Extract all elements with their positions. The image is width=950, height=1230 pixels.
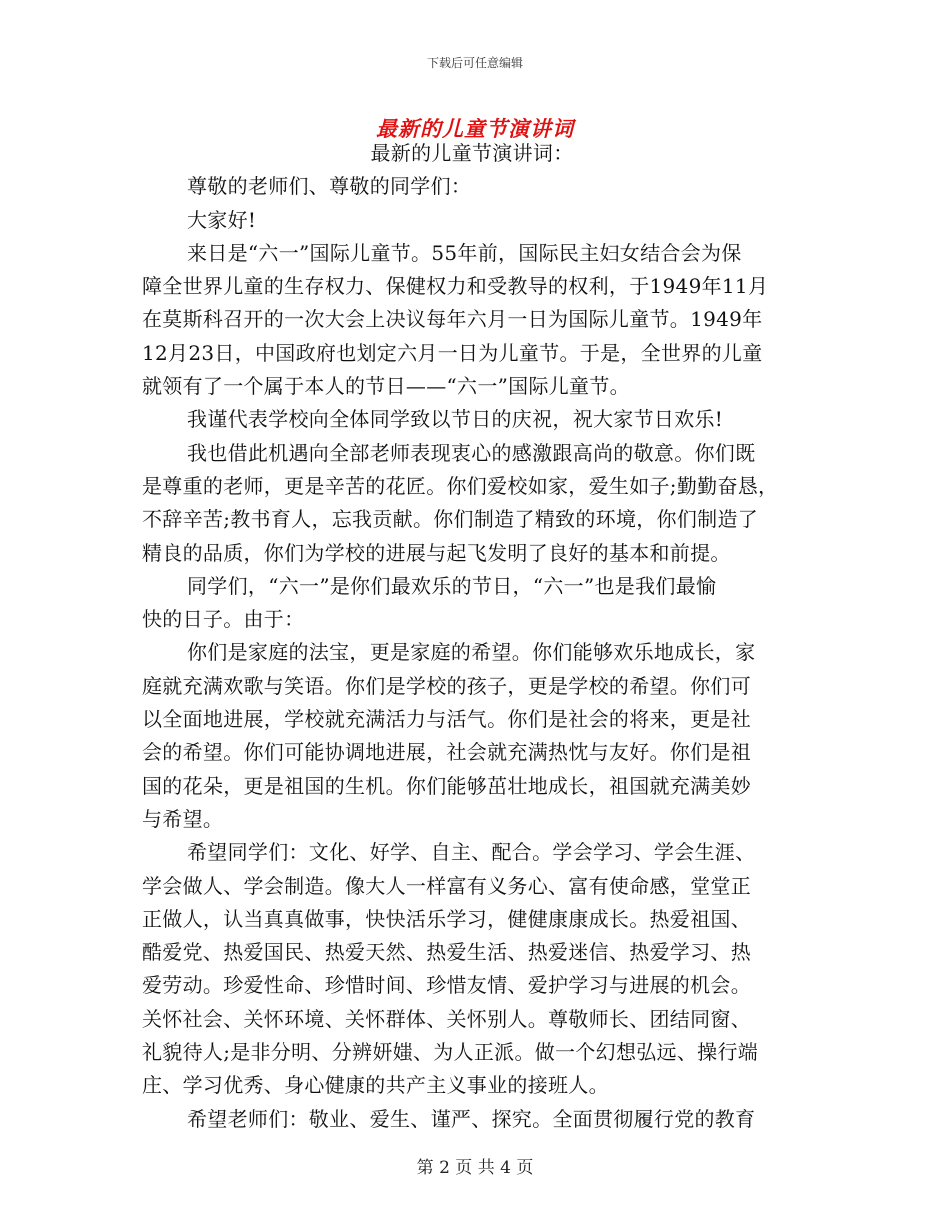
text-line: 就领有了一个属于本人的节日——“六一”国际儿童节。 (142, 374, 630, 399)
text-line: 酷爱党、热爱国民、热爱天然、热爱生活、热爱迷信、热爱学习、热 (142, 940, 751, 965)
text-line: 以全面地进展，学校就充满活力与活气。你们是社会的将来，更是社 (142, 707, 751, 732)
page-number-footer: 第 2 页 共 4 页 (416, 1158, 534, 1178)
text-line: 我谨代表学校向全体同学致以节日的庆祝，祝大家节日欢乐! (187, 407, 724, 432)
header-note: 下载后可任意编辑 (426, 56, 523, 70)
text-line: 正做人，认当真真做事，快快活乐学习，健健康康成长。热爱祖国、 (142, 906, 751, 931)
salutation-line: 尊敬的老师们、尊敬的同学们： (187, 174, 472, 199)
text-line: 庄、学习优秀、身心健康的共产主义事业的接班人。 (142, 1073, 609, 1098)
text-line: 快的日子。由于： (142, 607, 305, 632)
text-line: 爱劳动。珍爱性命、珍惜时间、珍惜友情、爱护学习与进展的机会。 (142, 973, 751, 998)
document-title: 最新的儿童节演讲词 (376, 117, 574, 141)
text-line: 庭就充满欢歌与笑语。你们是学校的孩子，更是学校的希望。你们可 (142, 673, 751, 698)
text-line: 在莫斯科召开的一次大会上决议每年六月一日为国际儿童节。1949年 (142, 307, 763, 332)
text-line: 不辞辛苦;教书育人，忘我贡献。你们制造了精致的环境，你们制造了 (142, 507, 759, 532)
document-body (142, 137, 812, 1136)
text-line: 精良的品质，你们为学校的进展与起飞发明了良好的基本和前提。 (142, 540, 731, 565)
text-line: 关怀社会、关怀环境、关怀群体、关怀别人。尊敬师长、团结同窗、 (142, 1006, 751, 1031)
subtitle-line: 最新的儿童节演讲词： (370, 141, 574, 165)
text-line: 是尊重的老师，更是辛苦的花匠。你们爱校如家，爱生如子;勤勤奋恳， (142, 473, 779, 498)
text-line: 礼貌待人;是非分明、分辨妍媸、为人正派。做一个幻想弘远、操行端 (142, 1040, 759, 1065)
text-line: 希望老师们：敬业、爱生、谨严、探究。全面贯彻履行党的教育 (187, 1106, 756, 1131)
text-line: 同学们，“六一”是你们最欢乐的节日，“六一”也是我们最愉 (187, 573, 717, 598)
text-line: 希望同学们：文化、好学、自主、配合。学会学习、学会生涯、 (187, 840, 756, 865)
text-line: 我也借此机遇向全部老师表现衷心的感激跟高尚的敬意。你们既 (187, 440, 756, 465)
text-line: 来日是“六一”国际儿童节。55年前，国际民主妇女结合会为保 (187, 240, 742, 265)
text-line: 12月23日，中国政府也划定六月一日为儿童节。于是，全世界的儿童 (142, 340, 763, 365)
text-line: 障全世界儿童的生存权力、保健权力和受教导的权利，于1949年11月 (142, 274, 769, 299)
text-line: 你们是家庭的法宝，更是家庭的希望。你们能够欢乐地成长，家 (187, 640, 756, 665)
text-line: 学会做人、学会制造。像大人一样富有义务心、富有使命感，堂堂正 (142, 873, 751, 898)
text-line: 国的花朵，更是祖国的生机。你们能够茁壮地成长，祖国就充满美妙 (142, 773, 751, 798)
greeting-line: 大家好! (187, 207, 257, 232)
text-line: 会的希望。你们可能协调地进展，社会就充满热忱与友好。你们是祖 (142, 740, 751, 765)
text-line: 与希望。 (142, 806, 224, 831)
